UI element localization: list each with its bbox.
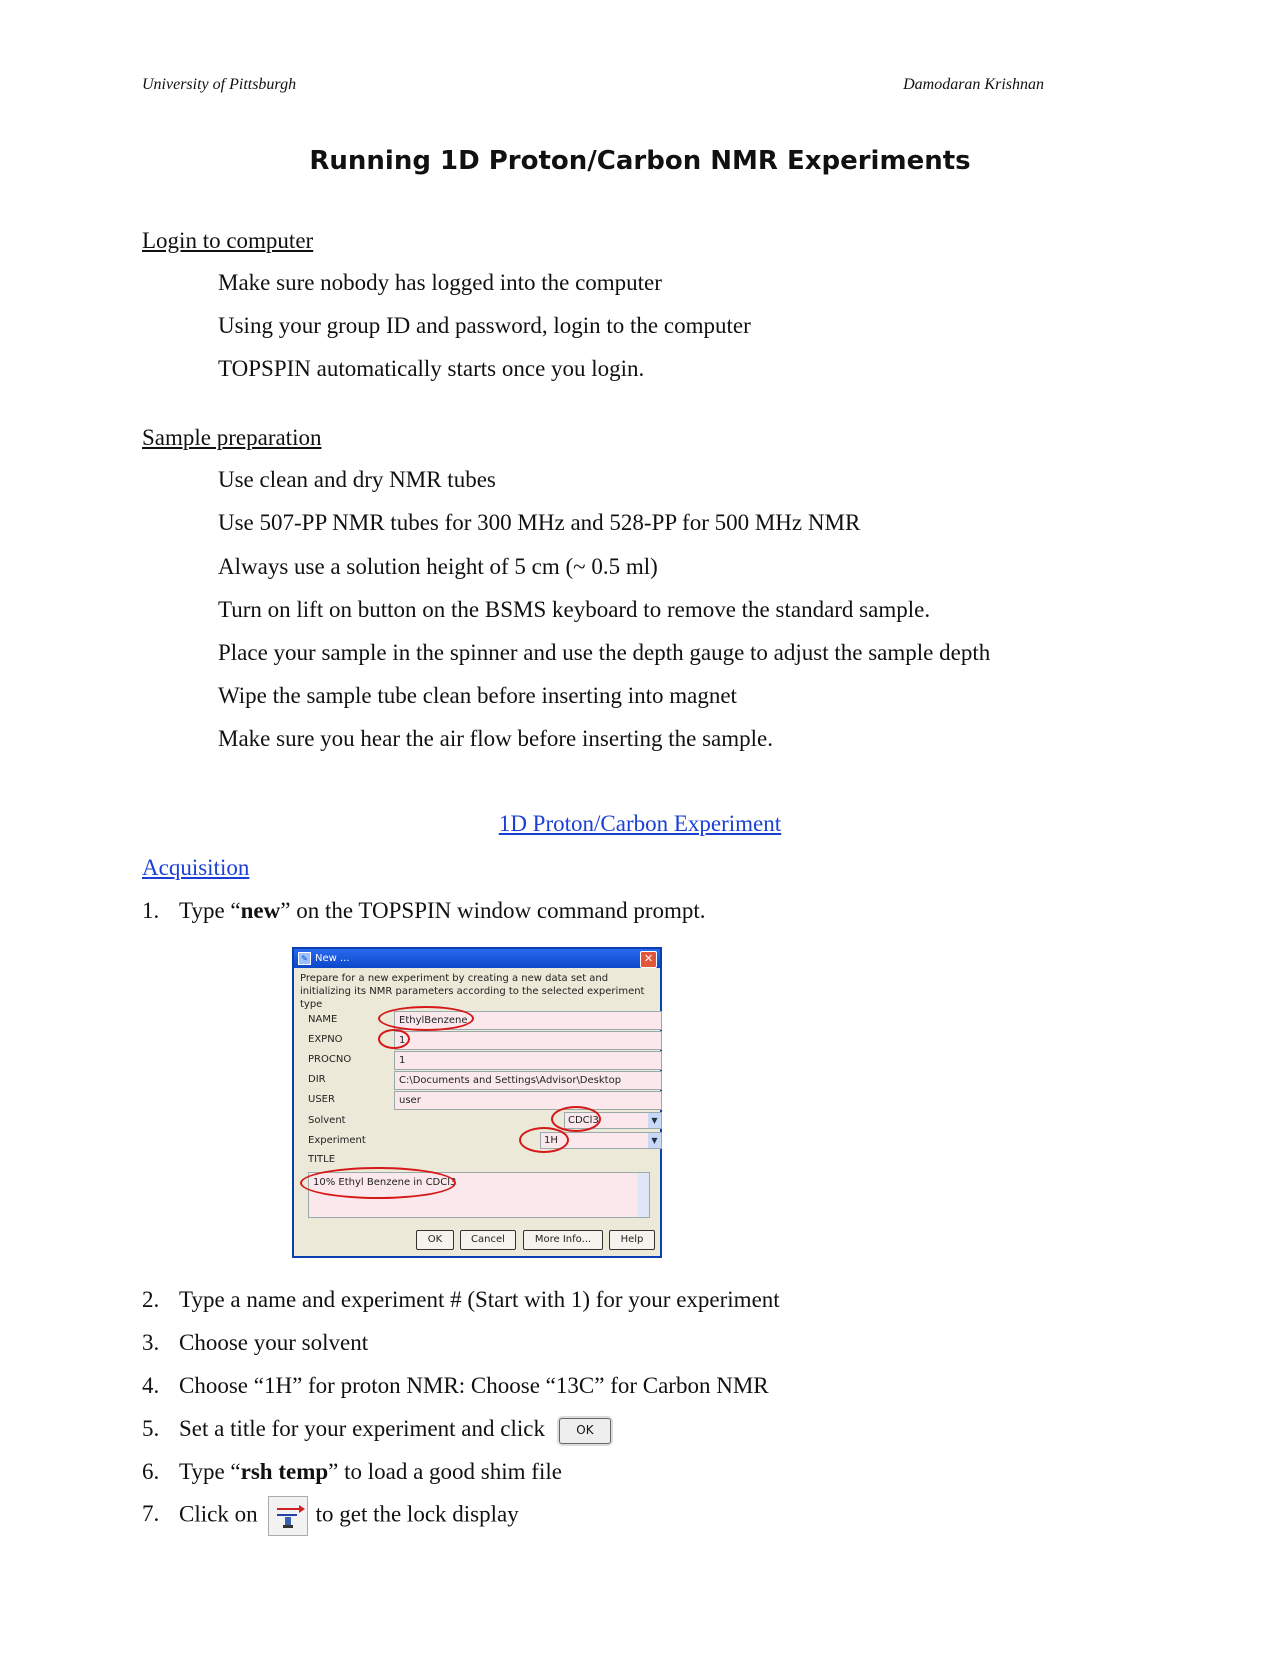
page-title: Running 1D Proton/Carbon NMR Experiments [309,146,971,176]
title-label: TITLE [308,1154,336,1165]
step-text: ” to load a good shim file [328,1459,562,1484]
dir-label: DIR [308,1074,326,1085]
step-text: Choose “1H” for proton NMR: Choose “13C” for Carbon NMR [179,1373,769,1398]
step-4 [142,1373,769,1399]
experiment-value: 1H [544,1135,558,1146]
user-label: USER [308,1094,335,1105]
step-number: 2. [142,1287,160,1312]
step-number: 3. [142,1330,160,1355]
window-icon: ✎ [298,952,311,965]
help-button[interactable]: Help [609,1230,655,1250]
annotation-circle [551,1106,601,1132]
step-text: ” on the TOPSPIN window command prompt. [280,898,706,923]
name-field[interactable]: EthylBenzene [394,1011,662,1030]
sample-line: Place your sample in the spinner and use the depth gauge to adjust the sample depth [218,640,991,665]
login-line: TOPSPIN automatically starts once you login. [218,356,645,381]
ok-button-image: OK [559,1418,611,1444]
solvent-value: CDCl3 [568,1115,599,1126]
chevron-down-icon[interactable]: ▼ [648,1113,661,1128]
step-7 [142,1496,519,1536]
dialog-description: Prepare for a new experiment by creating a new data set and initializing its NMR parameters according to the selected experiment type [300,973,645,1010]
more-info-button[interactable]: More Info... [523,1230,603,1250]
step-number: 7. [142,1501,160,1527]
ok-button[interactable]: OK [416,1230,454,1250]
expno-label: EXPNO [308,1034,343,1045]
sample-heading: Sample preparation [142,425,322,450]
procno-row [308,1051,650,1070]
annotation-circle [378,1006,474,1031]
step-text: Set a title for your experiment and click [179,1416,545,1441]
experiment-label: Experiment [308,1135,366,1146]
chevron-down-icon[interactable]: ▼ [648,1133,661,1148]
sample-line: Turn on lift on button on the BSMS keyboard to remove the standard sample. [218,597,931,622]
step-1 [142,898,706,924]
close-icon[interactable]: ✕ [640,951,657,968]
solvent-label: Solvent [308,1115,346,1126]
dialog-title: New ... [315,953,350,964]
sample-line: Use 507-PP NMR tubes for 300 MHz and 528-PP for 500 MHz NMR [218,510,861,535]
login-line: Make sure nobody has logged into the computer [218,270,662,295]
step-number: 4. [142,1373,160,1398]
acquisition-link[interactable]: Acquisition [142,855,250,880]
user-field[interactable]: user [394,1091,662,1110]
step-2 [142,1287,780,1313]
step-command: rsh temp [240,1459,329,1484]
step-text: to get the lock display [315,1501,519,1527]
step-text: Type a name and experiment # (Start with 1) for your experiment [179,1287,780,1312]
sample-line: Make sure you hear the air flow before inserting the sample. [218,726,773,751]
experiment-link[interactable] [0,811,1280,837]
step-number: 5. [142,1416,160,1441]
header-author: Damodaran Krishnan [903,76,1044,93]
step-6 [142,1459,562,1485]
dialog-titlebar [294,949,660,968]
name-label: NAME [308,1014,338,1025]
annotation-circle [378,1029,410,1049]
annotation-circle [519,1127,569,1153]
name-row [308,1011,650,1030]
procno-label: PROCNO [308,1054,352,1065]
header-institution: University of Pittsburgh [142,76,297,93]
step-5 [142,1416,611,1444]
experiment-link-text[interactable]: 1D Proton/Carbon Experiment [498,811,782,836]
login-line: Using your group ID and password, login to the computer [218,313,751,338]
expno-field[interactable]: 1 [394,1031,662,1050]
step-text: Click on [179,1501,258,1527]
step-number: 1. [142,898,160,923]
experiment-row [308,1132,658,1151]
dir-row [308,1071,650,1090]
step-text: Type “ [179,1459,241,1484]
title-value: 10% Ethyl Benzene in CDCl3 [313,1177,457,1188]
sample-line: Always use a solution height of 5 cm (~ 0.5 ml) [218,554,658,579]
sample-line: Wipe the sample tube clean before inserting into magnet [218,683,737,708]
annotation-circle [300,1167,456,1199]
expno-row [308,1031,650,1050]
user-row [308,1091,650,1110]
dir-field[interactable]: C:\Documents and Settings\Advisor\Desktop [394,1071,662,1090]
step-number: 6. [142,1459,160,1484]
scrollbar[interactable] [637,1173,649,1217]
step-text: Choose your solvent [179,1330,369,1355]
new-experiment-dialog [292,947,662,1258]
procno-field[interactable]: 1 [394,1051,662,1070]
step-text: Type “ [179,898,241,923]
step-3 [142,1330,368,1356]
cancel-button[interactable]: Cancel [460,1230,516,1250]
lock-display-icon [268,1496,308,1536]
login-heading: Login to computer [142,228,314,253]
sample-line: Use clean and dry NMR tubes [218,467,496,492]
step-command: new [240,898,281,923]
